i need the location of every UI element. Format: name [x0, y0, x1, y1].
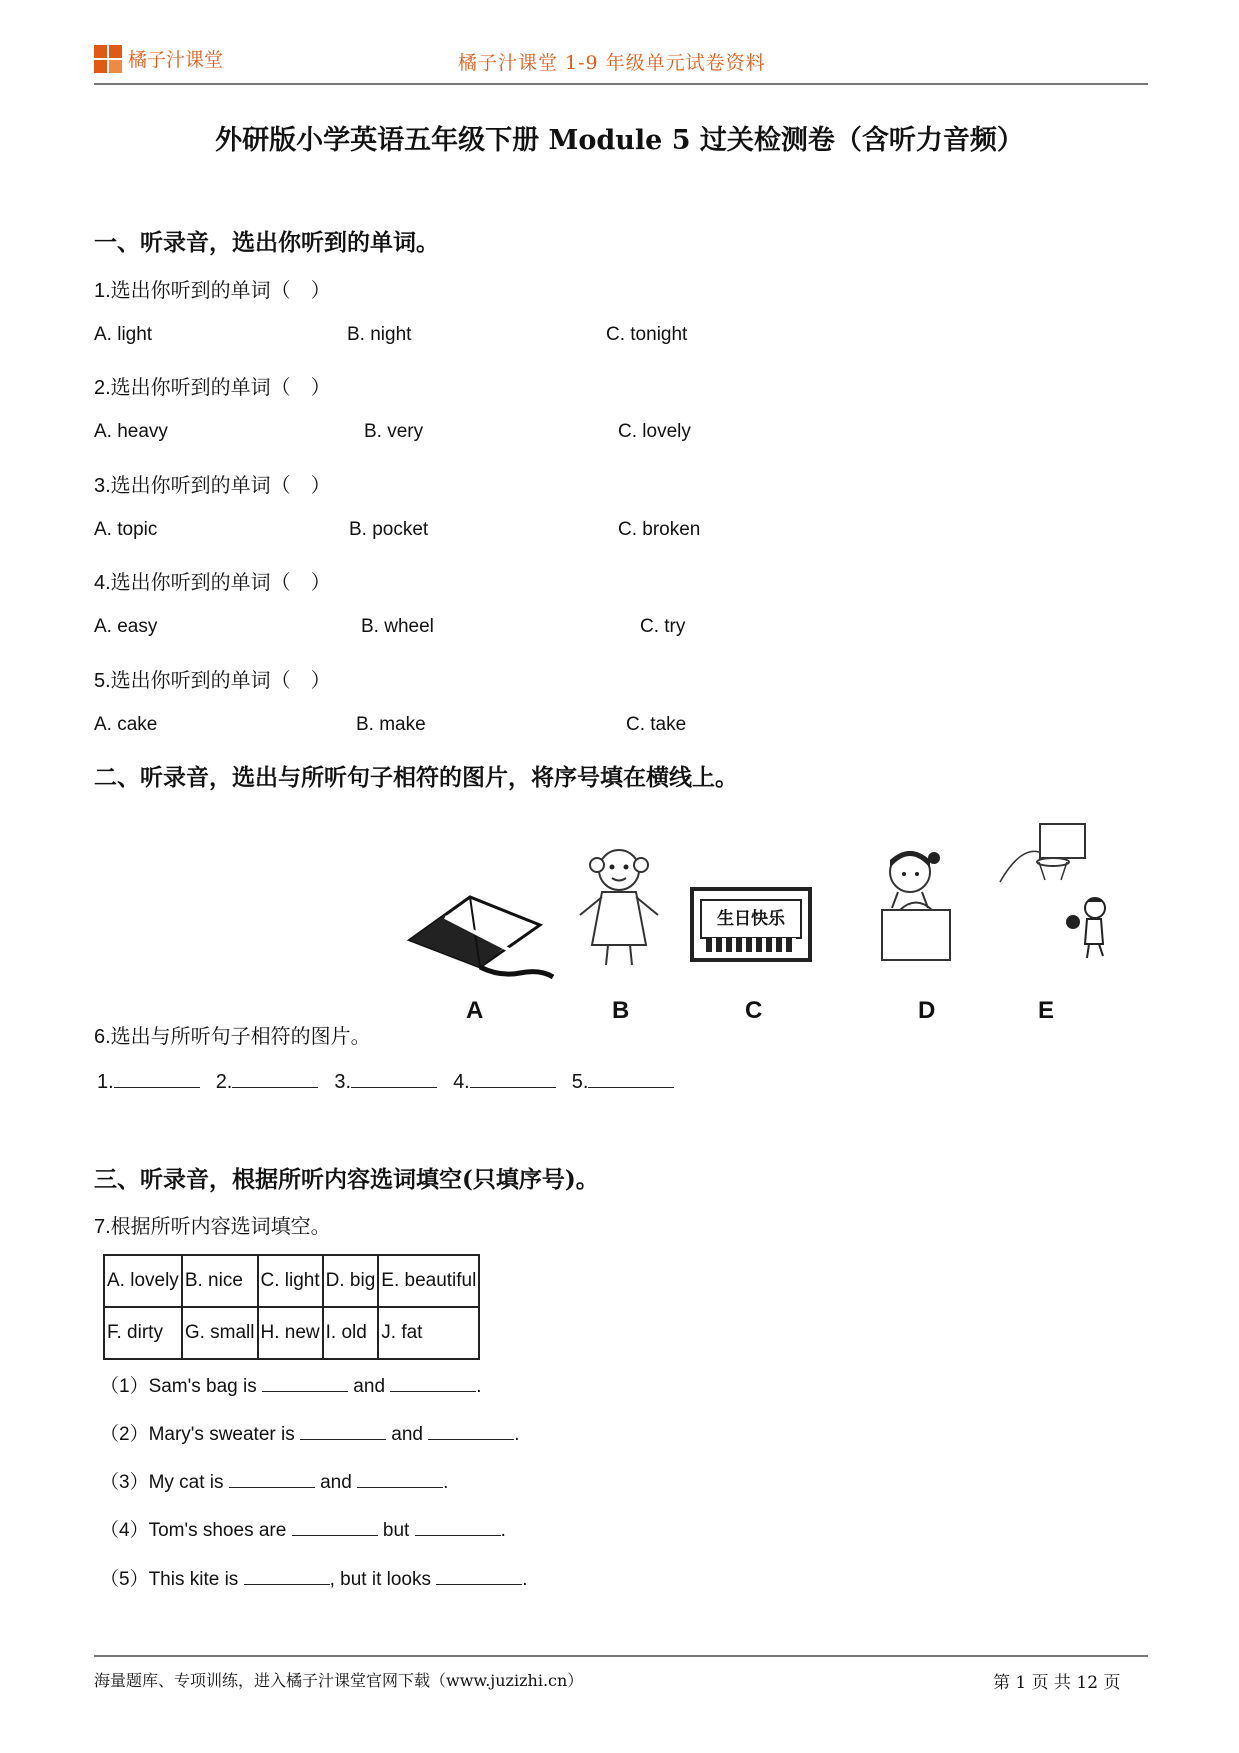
answer-blank-2[interactable] — [232, 1069, 318, 1088]
answer-blank-5[interactable] — [588, 1069, 674, 1088]
section1-heading: 一、听录音，选出你听到的单词。 — [94, 229, 439, 256]
fill-sentence-4 — [100, 1515, 506, 1542]
sentence-text: and — [386, 1424, 429, 1445]
fill-blank[interactable] — [357, 1469, 443, 1488]
sentence-text: （3）My cat is — [100, 1472, 229, 1493]
q1-option-a: A. light — [94, 324, 153, 345]
table-row — [104, 1255, 479, 1307]
section2-heading: 二、听录音，选出与所听句子相符的图片，将序号填在横线上。 — [94, 764, 738, 791]
fill-blank[interactable] — [229, 1469, 315, 1488]
sentence-text: （4）Tom's shoes are — [100, 1520, 292, 1541]
blank-label-3: 3. — [334, 1071, 352, 1093]
kite-picture — [405, 885, 555, 994]
q3-option-a: A. topic — [94, 519, 158, 540]
sign-decoration — [706, 938, 796, 952]
word-cell: C. light — [258, 1255, 323, 1307]
header-banner: 橘子汁课堂 1-9 年级单元试卷资料 — [458, 52, 766, 74]
answer-blank-4[interactable] — [470, 1069, 556, 1088]
question-6: 6.选出与所听句子相符的图片。 — [94, 1026, 371, 1048]
fill-sentence-3 — [100, 1467, 448, 1494]
word-bank-table — [103, 1254, 480, 1360]
q1-option-b: B. night — [347, 324, 412, 345]
footer-promo: 海量题库、专项训练，进入橘子汁课堂官网下载（www.juzizhi.cn） — [94, 1671, 584, 1690]
answer-blank-3[interactable] — [351, 1069, 437, 1088]
q4-option-b: B. wheel — [361, 616, 434, 637]
question-3: 3.选出你听到的单词（ ） — [94, 475, 331, 497]
page-title: 外研版小学英语五年级下册 Module 5 过关检测卷（含听力音频） — [215, 125, 1024, 156]
sentence-text: . — [514, 1424, 520, 1445]
logo-text: 橘子汁课堂 — [128, 49, 224, 71]
word-cell: H. new — [258, 1307, 323, 1359]
sentence-text: , but it looks — [329, 1569, 437, 1590]
fill-blank[interactable] — [262, 1373, 348, 1392]
question-1: 1.选出你听到的单词（ ） — [94, 280, 331, 302]
page-number: 第 1 页 共 12 页 — [993, 1673, 1121, 1693]
sentence-text: . — [476, 1376, 482, 1397]
fill-blank[interactable] — [428, 1421, 514, 1440]
picture-label-d: D — [918, 997, 936, 1024]
fill-blank[interactable] — [292, 1517, 378, 1536]
q4-option-c: C. try — [640, 616, 686, 637]
blank-label-4: 4. — [453, 1071, 470, 1093]
q5-option-a: A. cake — [94, 714, 158, 735]
sentence-text: . — [522, 1569, 528, 1590]
q2-option-c: C. lovely — [618, 421, 691, 442]
picture-label-e: E — [1038, 997, 1055, 1024]
q5-option-c: C. take — [626, 714, 687, 735]
picture-label-c: C — [745, 997, 763, 1024]
word-cell: F. dirty — [104, 1307, 182, 1359]
q5-option-b: B. make — [356, 714, 426, 735]
header-divider — [94, 83, 1148, 85]
sentence-text: . — [500, 1520, 506, 1541]
question-4: 4.选出你听到的单词（ ） — [94, 572, 331, 594]
blank-label-1: 1. — [97, 1071, 114, 1093]
picture-label-b: B — [612, 997, 630, 1024]
word-cell: B. nice — [182, 1255, 258, 1307]
sentence-text: . — [443, 1472, 449, 1493]
sentence-text: （1）Sam's bag is — [100, 1376, 263, 1397]
birthday-sign-text: 生日快乐 — [700, 899, 802, 939]
sentence-text: （2）Mary's sweater is — [100, 1424, 301, 1445]
fill-blank[interactable] — [300, 1421, 386, 1440]
section3-heading: 三、听录音，根据所听内容选词填空(只填序号)。 — [94, 1166, 599, 1193]
word-cell: I. old — [323, 1307, 379, 1359]
q1-option-c: C. tonight — [606, 324, 688, 345]
fill-blank[interactable] — [390, 1373, 476, 1392]
question-2: 2.选出你听到的单词（ ） — [94, 377, 331, 399]
monkey-picture — [572, 845, 667, 974]
question-7: 7.根据所听内容选词填空。 — [94, 1216, 331, 1238]
picture-label-a: A — [466, 997, 484, 1024]
footer-divider — [94, 1655, 1148, 1657]
q4-option-a: A. easy — [94, 616, 158, 637]
basketball-picture — [995, 822, 1115, 966]
answer-blank-1[interactable] — [114, 1069, 200, 1088]
table-row — [104, 1307, 479, 1359]
fill-blank[interactable] — [244, 1566, 330, 1585]
q3-option-c: C. broken — [618, 519, 701, 540]
fill-sentence-2 — [100, 1419, 520, 1446]
girl-with-bag-picture — [862, 840, 962, 969]
fill-sentence-5 — [100, 1564, 528, 1591]
q3-option-b: B. pocket — [349, 519, 429, 540]
birthday-sign-picture — [690, 887, 812, 962]
blank-label-2: 2. — [215, 1071, 233, 1093]
word-cell: E. beautiful — [378, 1255, 479, 1307]
question-5: 5.选出你听到的单词（ ） — [94, 670, 331, 692]
fill-sentence-1 — [100, 1371, 482, 1398]
word-cell: G. small — [182, 1307, 258, 1359]
logo-icon — [94, 45, 122, 73]
sentence-text: and — [314, 1472, 358, 1493]
sentence-text: and — [348, 1376, 391, 1397]
fill-blank[interactable] — [415, 1517, 501, 1536]
blank-label-5: 5. — [571, 1071, 589, 1093]
sentence-text: but — [377, 1520, 415, 1541]
word-cell: A. lovely — [104, 1255, 182, 1307]
picture-answer-blanks — [97, 1069, 674, 1094]
fill-blank[interactable] — [436, 1566, 522, 1585]
word-cell: J. fat — [378, 1307, 479, 1359]
q2-option-b: B. very — [364, 421, 424, 442]
word-cell: D. big — [323, 1255, 379, 1307]
q2-option-a: A. heavy — [94, 421, 168, 442]
sentence-text: （5）This kite is — [100, 1569, 244, 1590]
